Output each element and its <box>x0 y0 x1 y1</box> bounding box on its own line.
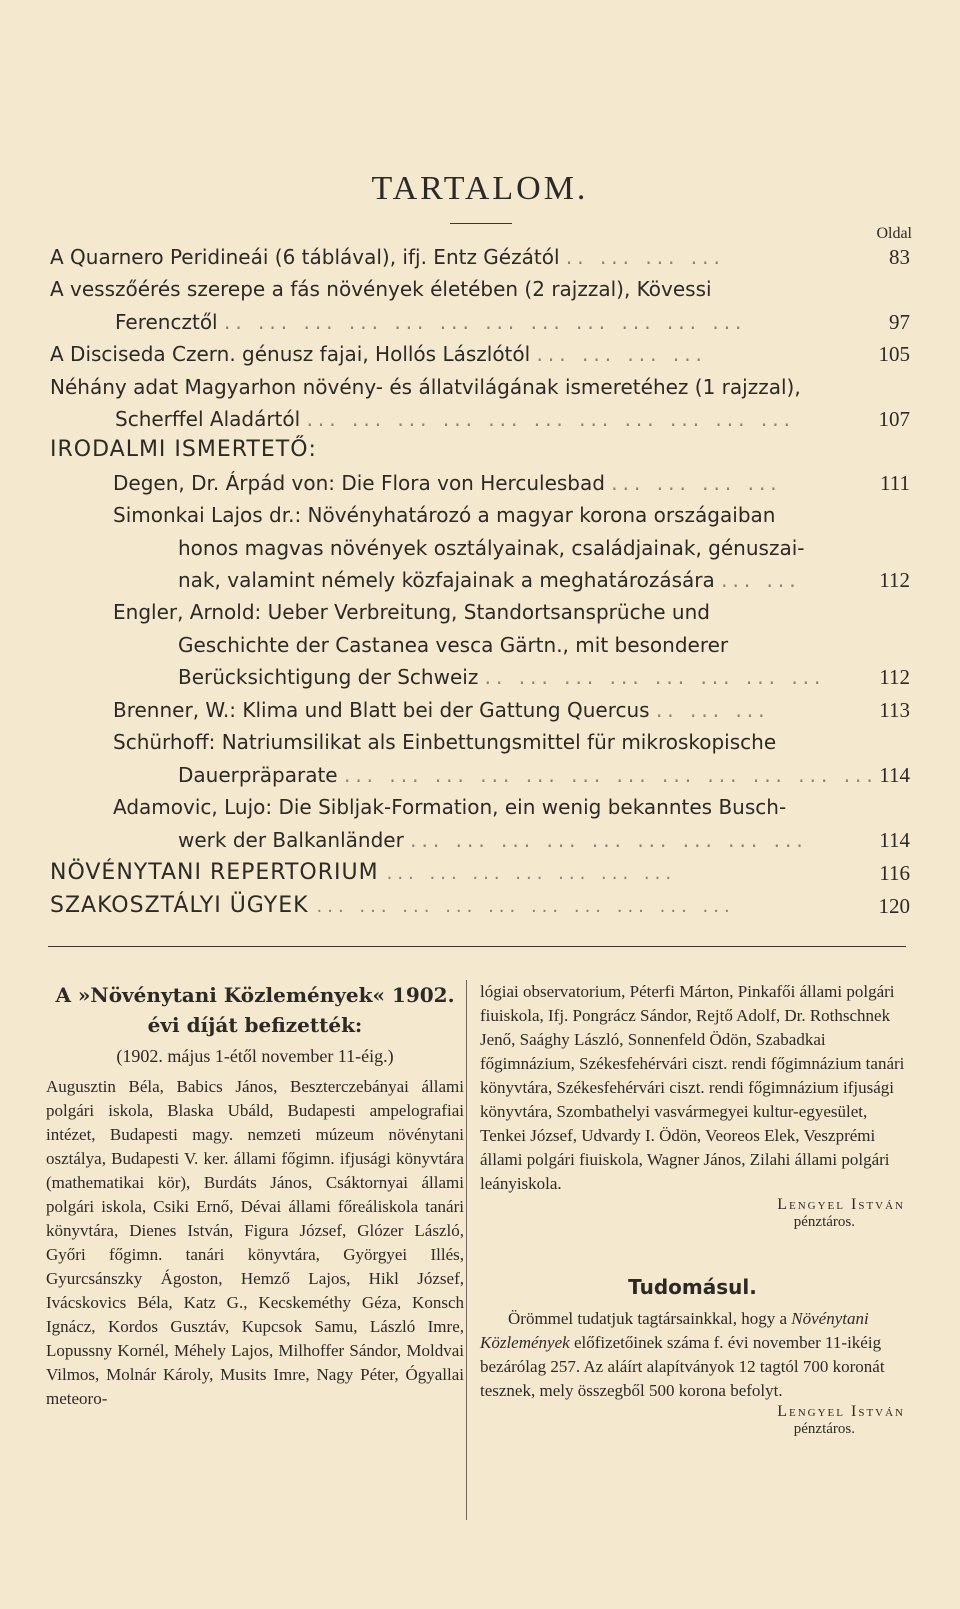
irodalmi-entry-2-line-3[interactable]: nak, valamint némely közfajainak a meghatározására ... ... <box>178 568 801 592</box>
signature-role: pénztáros. <box>793 1214 855 1230</box>
irodalmi-entry-6-line-1[interactable]: Adamovic, Lujo: Die Sibljak-Formation, ein wenig bekanntes Busch- <box>113 795 787 819</box>
repertorium-heading[interactable]: NÖVÉNYTANI REPERTORIUM ... ... ... ... ... ... ... <box>50 860 677 885</box>
payments-list-continued: lógiai observatorium, Péterfi Márton, Pinkafői állami polgári fiuiskola, Ifj. Pongrácz Sándor, Rejtő Adolf, Dr. Rothschnek Jenő, Saághy László, Sonnenfeld Ödön, Szabadkai főgimnázium, Székesfehérvári ciszt. rendi főgimnázium tanári könyvtára, Székesfehérvári ciszt. rendi főgimnázium ifjusági könyvtára, Szombathelyi vasvármegyei kultur-egyesület, Tenkei József, Udvardy I. Ödön, Veoreos Elek, Veszprémi állami polgári fiuiskola, Wagner János, Zilahi állami polgári leányiskola. <box>480 982 905 1193</box>
irodalmi-entry-1[interactable]: Degen, Dr. Árpád von: Die Flora von Herculesbad ... ... ... ... <box>113 471 782 495</box>
szakosztalyi-heading[interactable]: SZAKOSZTÁLYI ÜGYEK ... ... ... ... ... ... ... ... ... ... <box>50 893 735 918</box>
irodalmi-entry-5-line-2[interactable]: Dauerpräparate ... ... ... ... ... ... ... ... ... ... ... ... <box>178 763 878 787</box>
irodalmi-entry-6-page: 114 <box>879 828 910 852</box>
irodalmi-heading: IRODALMI ISMERTETŐ: <box>50 437 317 462</box>
page-title: TARTALOM. <box>371 170 589 207</box>
irodalmi-entry-6-line-2[interactable]: werk der Balkanländer ... ... ... ... ... ... ... ... ... <box>178 828 808 852</box>
toc-entry-4-page: 107 <box>878 407 910 431</box>
irodalmi-entry-3-line-1[interactable]: Engler, Arnold: Ueber Verbreitung, Standortsansprüche und <box>113 600 710 624</box>
title-rule <box>450 223 512 224</box>
toc-entry-4-line-2[interactable]: Scherffel Aladártól ... ... ... ... ... ... ... ... ... ... ... <box>115 407 795 431</box>
toc-entry-3-line-1[interactable]: A Disciseda Czern. génusz fajai, Hollós Lászlótól ... ... ... ... <box>50 342 707 366</box>
payments-period: (1902. május 1-étől november 11-éig.) <box>116 1046 394 1066</box>
irodalmi-entry-4[interactable]: Brenner, W.: Klima und Blatt bei der Gattung Quercus .. ... ... <box>113 698 770 722</box>
column-divider <box>466 980 467 1520</box>
signature: Lengyel István <box>777 1196 905 1213</box>
irodalmi-entry-5-line-1[interactable]: Schürhoff: Natriumsilikat als Einbettungsmittel für mikroskopische <box>113 730 777 754</box>
page-column-label: Oldal <box>876 225 912 242</box>
toc-entry-1-page: 83 <box>889 245 910 269</box>
toc-entry-4-line-1[interactable]: Néhány adat Magyarhon növény- és állatvilágának ismeretéhez (1 rajzzal), <box>50 375 801 399</box>
journal-name: Növénytani Közlemények <box>480 1309 869 1352</box>
irodalmi-entry-4-page: 113 <box>879 698 910 722</box>
toc-entry-1-line-1[interactable]: A Quarnero Peridineái (6 táblával), ifj. Entz Gézától .. ... ... ... <box>50 245 725 269</box>
irodalmi-entry-5-page: 114 <box>879 763 910 787</box>
notice-text: Örömmel tudatjuk tagtársainkkal, hogy a Növénytani Közlemények előfizetőinek száma f. évi november 11-ikéig bezárólag 257. Az aláírt alapítványok 12 tagtól 700 koronát tesznek, mely összegből 500 korona befolyt. <box>480 1309 885 1400</box>
irodalmi-entry-3-line-2[interactable]: Geschichte der Castanea vesca Gärtn., mit besonderer <box>178 633 729 657</box>
repertorium-page: 116 <box>879 861 910 885</box>
signature-2: Lengyel István <box>777 1403 905 1420</box>
irodalmi-entry-3-line-3[interactable]: Berücksichtigung der Schweiz .. ... ... ... ... ... ... ... <box>178 665 826 689</box>
signature-2-role: pénztáros. <box>793 1421 855 1437</box>
payments-heading: A »Növénytani Közlemények« 1902. évi díját befizették: <box>55 983 455 1037</box>
szakosztalyi-page: 120 <box>878 894 910 918</box>
payments-continued-column <box>480 980 905 1438</box>
irodalmi-entry-2-line-1[interactable]: Simonkai Lajos dr.: Növényhatározó a magyar korona országaiban <box>113 503 776 527</box>
irodalmi-entry-3-page: 112 <box>879 665 910 689</box>
irodalmi-entry-2-page: 112 <box>879 568 910 592</box>
irodalmi-entry-2-line-2[interactable]: honos magvas növények osztályainak, családjainak, génuszai- <box>178 536 805 560</box>
toc-entry-2-line-2[interactable]: Ferencztől .. ... ... ... ... ... ... ... ... ... ... ... <box>115 310 747 334</box>
section-divider <box>48 946 906 947</box>
toc-entry-2-line-1[interactable]: A vesszőérés szerepe a fás növények életében (2 rajzzal), Kövessi <box>50 277 712 301</box>
payments-column <box>46 980 464 1411</box>
irodalmi-entry-1-page: 111 <box>880 471 910 495</box>
toc-entry-2-page: 97 <box>889 310 910 334</box>
payments-list: Augusztin Béla, Babics János, Beszterczebányai állami polgári iskola, Blaska Ubáld, Budapesti ampelografiai intézet, Budapesti magy. nemzeti múzeum növénytani osztálya, Budapesti V. ker. állami főgimn. ifjusági könyvtára (mathematikai kör), Burdáts János, Csáktornyai állami polgári iskola, Csiki Ernő, Dévai állami főreáliskola tanári könyvtára, Dienes István, Figura József, Glózer László, Győri főgimn. tanári könyvtára, Györgyei Illés, Gyurcsánszky Ágoston, Hemző Lajos, Hikl József, Ivácskovics Béla, Katz G., Kecskeméthy Géza, Konsch Ignácz, Kordos Gusztáv, Kupcsok Samu, László Imre, Lopussny Kornél, Méhely Lajos, Milhoffer Sándor, Moldvai Vilmos, Molnár Károly, Musits Imre, Nagy Péter, Ógyallai meteoro- <box>46 1077 464 1408</box>
notice-heading: Tudomásul. <box>628 1275 757 1299</box>
toc-entry-3-page: 105 <box>878 342 910 366</box>
